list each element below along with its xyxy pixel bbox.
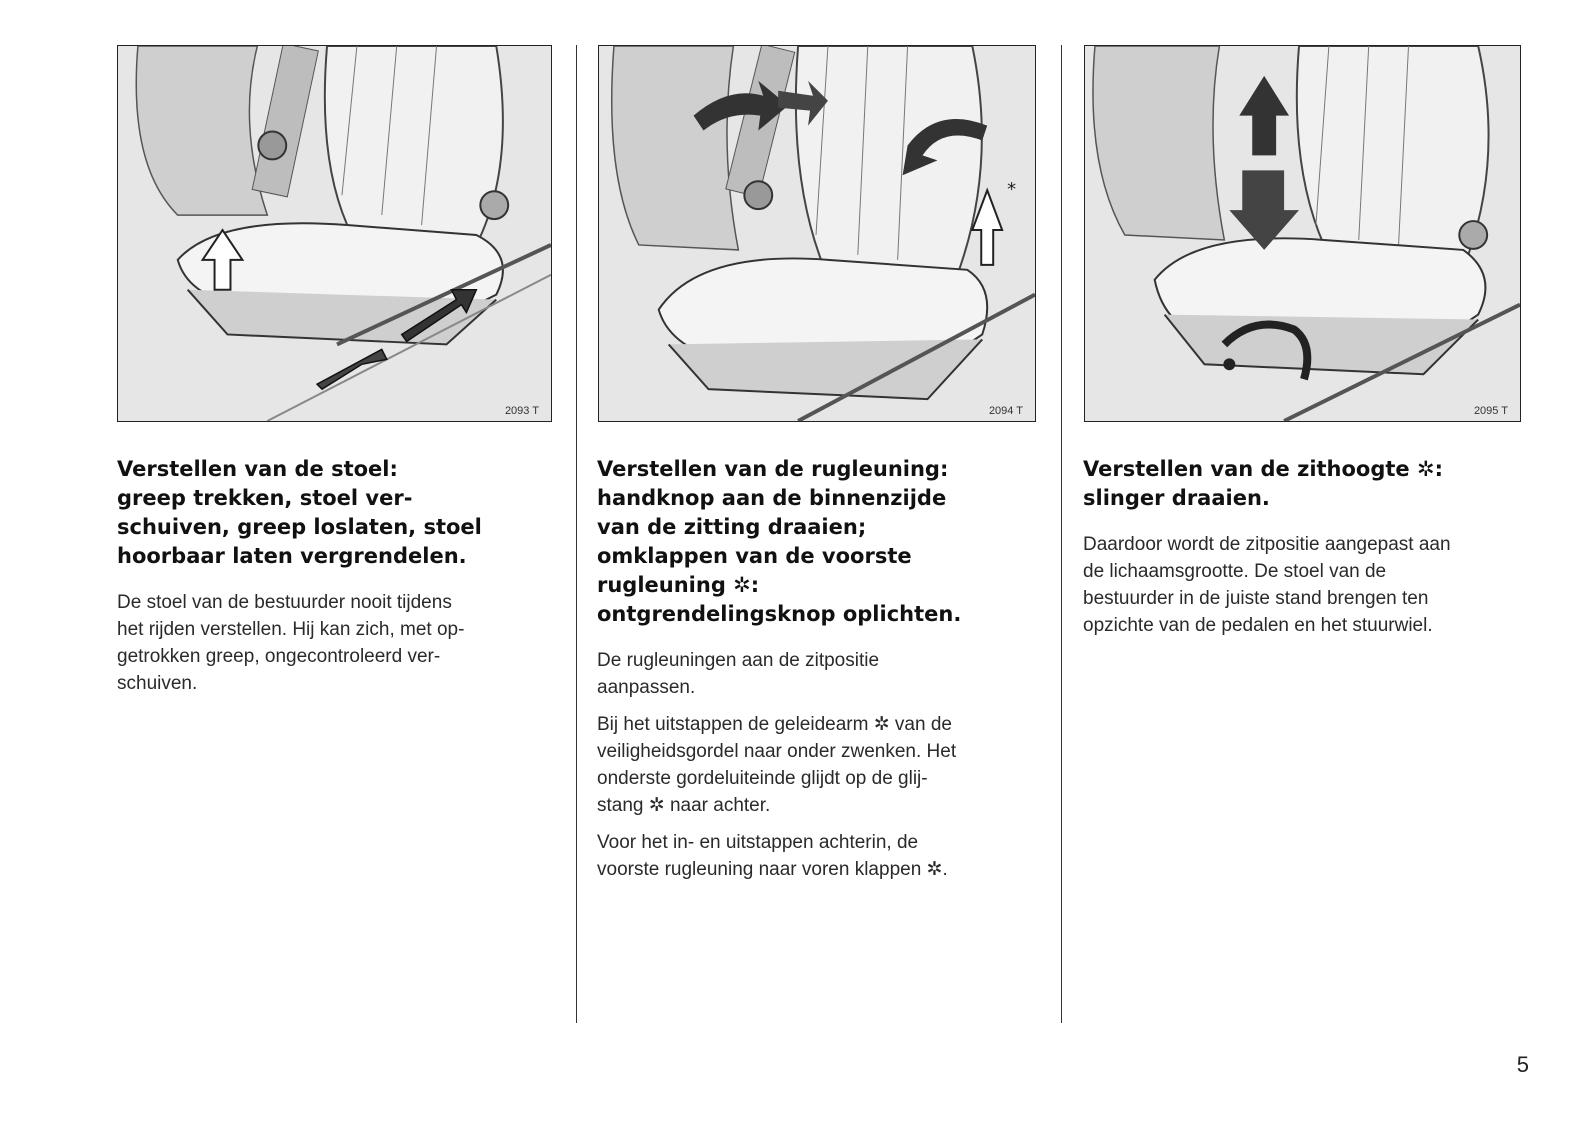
text-line: De rugleuningen aan de zitpositie [597,650,880,671]
body-paragraph [597,829,1047,883]
text-line: De stoel van de bestuurder nooit tijdens [117,592,452,613]
heading-line: Verstellen van de stoel: [117,457,398,481]
heading-line: schuiven, greep loslaten, stoel [117,515,482,539]
text-line: Daardoor wordt de zitpositie aangepast aan [1083,534,1451,555]
heading-line: slinger draaien. [1083,486,1270,510]
heading-line: Verstellen van de zithoogte ✲: [1083,457,1443,481]
text-line: de lichaamsgrootte. De stoel van de [1083,561,1387,582]
text-line: schuiven. [117,673,198,694]
section-seat-adjust [117,455,557,707]
text-line: Bij het uitstappen de geleidearm ✲ van de [597,714,952,735]
body-paragraph [597,647,1047,701]
body-paragraph [597,711,1047,819]
text-line: stang ✲ naar achter. [597,795,771,816]
section-backrest-adjust [597,455,1047,893]
figure-code: 2095 T [1473,405,1508,417]
text-line: voorste rugleuning naar voren klappen ✲. [597,859,948,880]
heading-line: handknop aan de binnenzijde [597,486,947,510]
heading-line: greep trekken, stoel ver- [117,486,413,510]
seat-height-illustration [1085,46,1520,421]
figure-code: 2094 T [988,405,1023,417]
backrest-illustration [599,46,1035,421]
text-line: aanpassen. [597,677,696,698]
figure-seat-slide [117,45,552,422]
text-line: getrokken greep, ongecontroleerd ver- [117,646,441,667]
heading-line: van de zitting draaien; [597,515,867,539]
heading-line: ontgrendelingsknop oplichten. [597,602,962,626]
figure-backrest [598,45,1036,422]
section-seat-height [1083,455,1533,649]
section-heading [597,455,1047,629]
body-paragraph [1083,531,1533,639]
heading-line: hoorbaar laten vergrendelen. [117,544,467,568]
body-paragraph [117,589,557,697]
svg-text:*: * [1007,179,1017,201]
text-line: opzichte van de pedalen en het stuurwiel. [1083,615,1433,636]
page-number: 5 [1516,1052,1529,1077]
heading-line: Verstellen van de rugleuning: [597,457,949,481]
seat-slide-illustration [118,46,551,421]
text-line: het rijden verstellen. Hij kan zich, met op- [117,619,465,640]
text-line: onderste gordeluiteinde glijdt op de glij- [597,768,928,789]
figure-seat-height [1084,45,1521,422]
text-line: Voor het in- en uitstappen achterin, de [597,832,919,853]
column-divider [1061,45,1062,1023]
section-heading [1083,455,1533,513]
section-heading [117,455,557,571]
heading-line: omklappen van de voorste [597,544,912,568]
figure-code: 2093 T [504,405,539,417]
text-line: bestuurder in de juiste stand brengen ten [1083,588,1429,609]
text-line: veiligheidsgordel naar onder zwenken. Het [597,741,957,762]
heading-line: rugleuning ✲: [597,573,760,597]
column-divider [576,45,577,1023]
